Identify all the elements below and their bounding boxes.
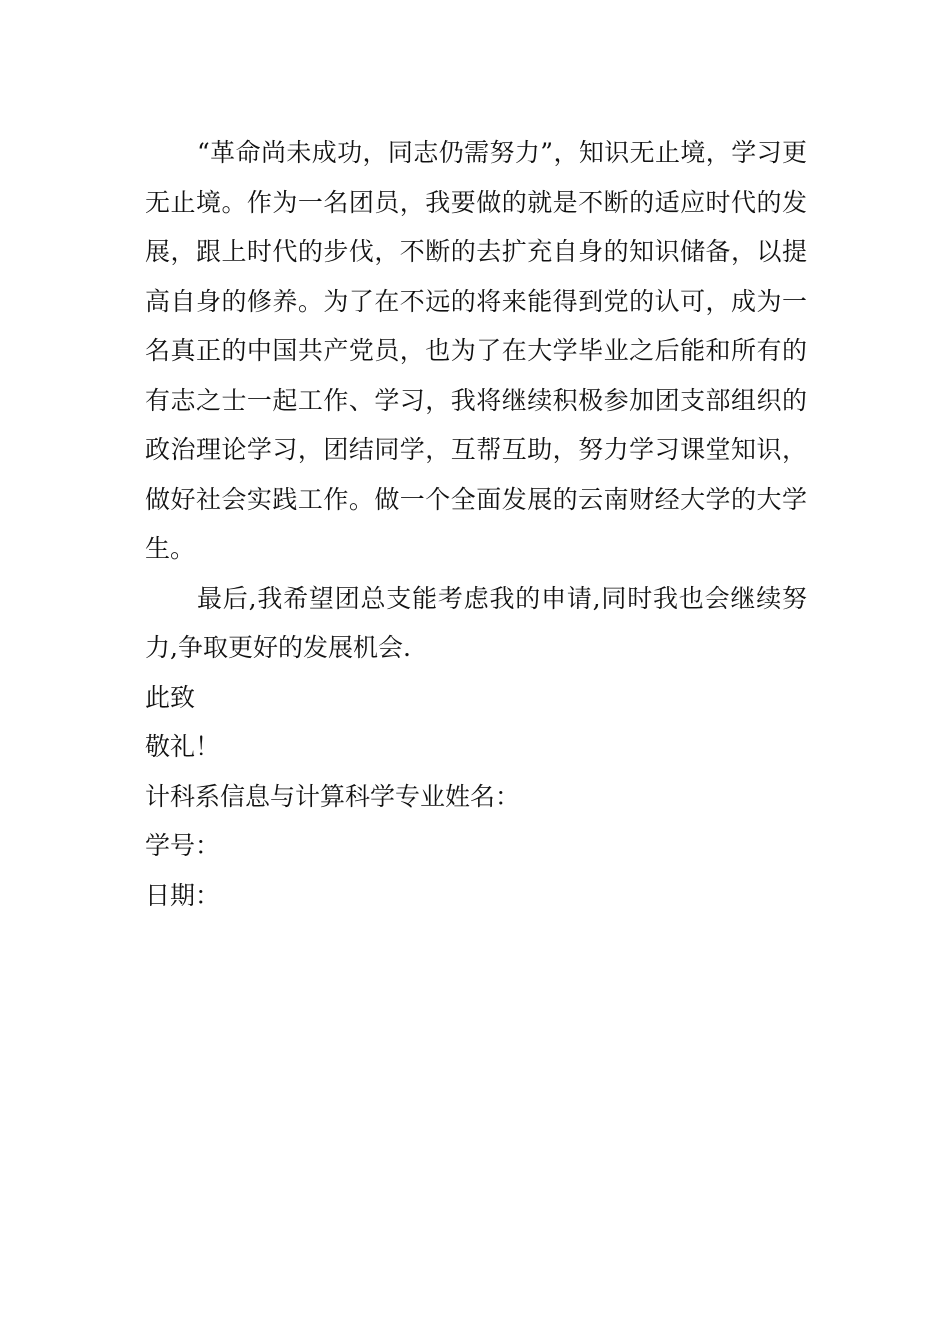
paragraph-commitment: “革命尚未成功，同志仍需努力”，知识无止境，学习更无止境。作为一名团员，我要做的就是不断的适应时代的发展，跟上时代的步伐，不断的去扩充自身的知识储备，以提高自身的修养。为了在不远的将来能得到党的认可，成为一名真正的中国共产党员，也为了在大学毕业之后能和所有的有志之士一起工作、学习，我将继续积极参加团支部组织的政治理论学习，团结同学，互帮互助，努力学习课堂知识，做好社会实践工作。做一个全面发展的云南财经大学的大学生。	[145, 138, 807, 563]
signature-date-line: 日期：	[145, 880, 221, 910]
letter-body	[145, 128, 807, 920]
signature-name-line: 计科系信息与计算科学专业姓名：	[145, 781, 521, 811]
closing-regards: 敬礼！	[145, 732, 221, 761]
signature-student-id-line: 学号：	[145, 831, 221, 860]
paragraph-request: 最后,我希望团总支能考虑我的申请,同时我也会继续努力,争取更好的发展机会.	[145, 583, 807, 662]
closing-salutation: 此致	[145, 682, 196, 712]
